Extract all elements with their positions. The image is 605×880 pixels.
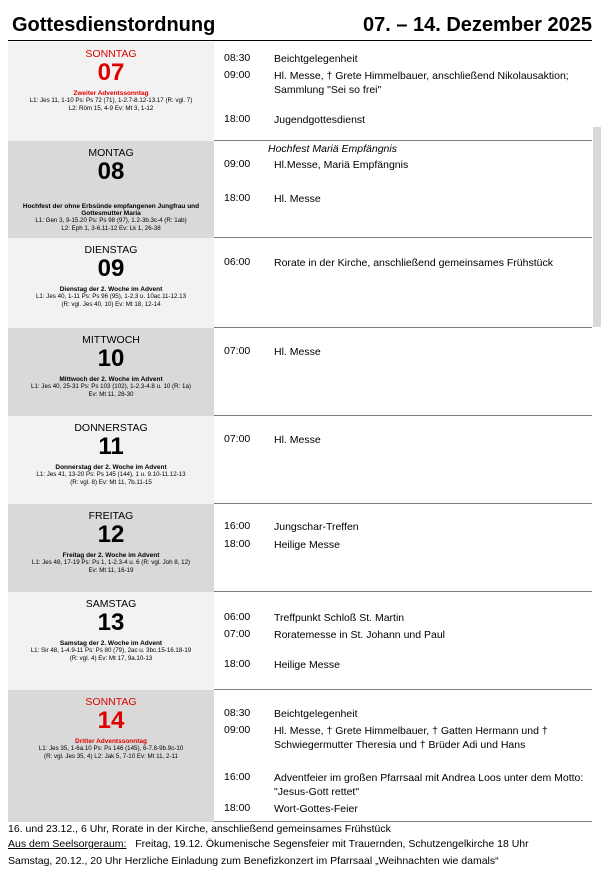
day-name: SONNTAG — [85, 48, 137, 60]
reading-line: L1: Jes 40, 1-11 Ps: Ps 96 (95), 1-2.3 u. 10ac.11-12.13 — [35, 293, 187, 300]
footer-label: Aus dem Seelsorgeraum: — [8, 838, 127, 850]
day-header — [8, 238, 214, 328]
feast-highlight: Hochfest Mariä Empfängnis — [268, 143, 397, 155]
day-name: DIENSTAG — [84, 244, 138, 256]
event-description: Hl. Messe — [274, 193, 321, 205]
event-description: Hl.Messe, Mariä Empfängnis — [274, 159, 409, 171]
day-block — [8, 328, 592, 416]
day-name: MONTAG — [88, 147, 134, 159]
day-name: DONNERSTAG — [74, 422, 148, 434]
event-time: 16:00 — [224, 520, 251, 532]
day-header — [8, 690, 214, 822]
day-name: FREITAG — [88, 510, 134, 522]
day-block — [8, 238, 592, 328]
reading-line: Ev: Mt 11, 16-19 — [88, 567, 134, 574]
event-description: Rorate in der Kirche, anschließend gemeinsames Frühstück — [274, 257, 553, 269]
reading-line: (R: vgl. Jes 35, 4) L2: Jak 5, 7-10 Ev: Mt 11, 2-11 — [44, 753, 178, 760]
readings — [8, 383, 214, 399]
event-time: 18:00 — [224, 802, 251, 814]
day-header — [8, 42, 214, 141]
event-description: Hl. Messe — [274, 346, 321, 358]
day-block — [8, 592, 592, 690]
event-description: Roratemesse in St. Johann und Paul — [274, 629, 446, 641]
feast-name: Zweiter Adventssonntag — [73, 90, 149, 97]
event-description: Adventfeier im großen Pfarrsaal mit Andrea Loos unter dem Motto: "Jesus-Gott rettet" — [274, 772, 584, 798]
footer-line-1: 16. und 23.12., 6 Uhr, Rorate in der Kirche, anschließend gemeinsames Frühstück — [8, 823, 391, 835]
reading-line: L1: Jes 41, 13-20 Ps: Ps 145 (144), 1 u. 9.10-11.12-13 — [36, 471, 186, 478]
event-description: Hl. Messe — [274, 434, 321, 446]
day-number: 13 — [97, 609, 125, 636]
event-time: 18:00 — [224, 658, 251, 670]
event-time: 09:00 — [224, 69, 251, 81]
page-title: Gottesdienstordnung — [12, 14, 216, 36]
feast-name: Dritter Adventssonntag — [75, 738, 147, 745]
readings — [8, 97, 214, 113]
day-number: 09 — [97, 255, 125, 282]
feast-name: Samstag der 2. Woche im Advent — [59, 640, 163, 647]
day-number: 10 — [97, 345, 125, 372]
event-time: 08:30 — [224, 52, 251, 64]
reading-line: L1: Gen 3, 9-15.20 Ps: Ps 98 (97), 1.2-3b.3c-4 (R: 1ab) — [35, 217, 187, 224]
day-header — [8, 416, 214, 504]
day-block — [8, 416, 592, 504]
event-time: 06:00 — [224, 611, 251, 623]
day-number: 07 — [97, 59, 125, 86]
day-number: 08 — [97, 158, 125, 185]
event-description: Hl. Messe, † Grete Himmelbauer, † Gatten Hermann und † Schwiegermutter Theresia und † Brüder Adi und Hans — [274, 725, 548, 751]
readings — [8, 647, 214, 663]
day-header — [8, 141, 214, 238]
day-number: 11 — [98, 433, 124, 460]
event-description: Beichtgelegenheit — [274, 708, 358, 720]
event-time: 06:00 — [224, 256, 251, 268]
scrollbar[interactable] — [593, 127, 601, 327]
reading-line: (R: vgl. 8) Ev: Mt 11, 7b.11-15 — [70, 479, 152, 486]
reading-line: L1: Jes 11, 1-10 Ps: Ps 72 (71), 1-2.7-8.12-13.17 (R: vgl. 7) — [29, 97, 193, 104]
reading-line: (R: vgl. 4) Ev: Mt 17, 9a.10-13 — [69, 655, 153, 662]
feast-name: Hochfest der ohne Erbsünde empfangenen Jungfrau und Gottesmutter Maria — [22, 203, 200, 217]
day-name: MITTWOCH — [82, 334, 140, 346]
reading-line: L1: Jes 40, 25-31 Ps: Ps 103 (102), 1-2.3-4.8 u. 10 (R: 1a) — [31, 383, 191, 390]
day-name: SONNTAG — [85, 696, 137, 708]
event-time: 09:00 — [224, 158, 251, 170]
feast-name: Freitag der 2. Woche im Advent — [62, 552, 160, 559]
day-header — [8, 504, 214, 592]
day-header — [8, 592, 214, 690]
event-time: 18:00 — [224, 113, 251, 125]
readings — [8, 745, 214, 761]
day-block — [8, 504, 592, 592]
event-time: 16:00 — [224, 771, 251, 783]
reading-line: L1: Jes 48, 17-19 Ps: Ps 1, 1-2.3-4 u. 6 (R: vgl. Joh 8, 12) — [31, 559, 191, 566]
date-range: 07. – 14. Dezember 2025 — [362, 14, 592, 36]
footer-text: Freitag, 19.12. Ökumenische Segensfeier mit Trauernden, Schutzengelkirche 18 Uhr — [135, 838, 529, 850]
feast-name: Mittwoch der 2. Woche im Advent — [59, 376, 163, 383]
header — [8, 10, 592, 41]
event-time: 18:00 — [224, 192, 251, 204]
day-block — [8, 42, 592, 141]
feast-name: Dienstag der 2. Woche im Advent — [59, 286, 163, 293]
day-block — [8, 141, 592, 238]
day-name: SAMSTAG — [85, 598, 137, 610]
day-number: 14 — [97, 707, 125, 734]
event-time: 09:00 — [224, 724, 251, 736]
day-number: 12 — [97, 521, 125, 548]
event-description: Beichtgelegenheit — [274, 53, 358, 65]
event-description: Hl. Messe, † Grete Himmelbauer, anschließend Nikolausaktion; Sammlung "Sei so frei" — [274, 70, 569, 96]
readings — [8, 217, 214, 233]
reading-line: L2: Röm 15, 4-9 Ev: Mt 3, 1-12 — [68, 105, 154, 112]
day-block — [8, 690, 592, 822]
reading-line: L2: Eph 1, 3-6.11-12 Ev: Lk 1, 26-38 — [61, 225, 161, 232]
readings — [8, 293, 214, 309]
footer-line-3: Samstag, 20.12., 20 Uhr Herzliche Einladung zum Benefizkonzert im Pfarrsaal „Weihnachten wie damals“ — [8, 855, 499, 867]
readings — [8, 471, 214, 487]
reading-line: L1: Jes 35, 1-6a.10 Ps: Ps 146 (145), 6-7.8-9b.9c-10 — [38, 745, 184, 752]
reading-line: L1: Sir 48, 1-4.9-11 Ps: Ps 80 (79), 2ac u. 3bc.15-16.18-19 — [30, 647, 192, 654]
reading-line: (R: vgl. Jes 40, 10) Ev: Mt 18, 12-14 — [61, 301, 161, 308]
row-divider — [214, 821, 592, 822]
event-time: 18:00 — [224, 538, 251, 550]
event-time: 08:30 — [224, 707, 251, 719]
event-time: 07:00 — [224, 628, 251, 640]
readings — [8, 559, 214, 575]
day-header — [8, 328, 214, 416]
footer-line-2 — [8, 838, 529, 850]
reading-line: Ev: Mt 11, 28-30 — [88, 391, 134, 398]
event-description: Heilige Messe — [274, 539, 340, 551]
event-description: Jungschar-Treffen — [274, 521, 359, 533]
event-description: Jugendgottesdienst — [274, 114, 366, 126]
event-description: Heilige Messe — [274, 659, 340, 671]
event-description: Treffpunkt Schloß St. Martin — [274, 612, 405, 624]
event-description: Wort-Gottes-Feier — [274, 803, 358, 815]
event-time: 07:00 — [224, 433, 251, 445]
event-time: 07:00 — [224, 345, 251, 357]
feast-name: Donnerstag der 2. Woche im Advent — [55, 464, 167, 471]
